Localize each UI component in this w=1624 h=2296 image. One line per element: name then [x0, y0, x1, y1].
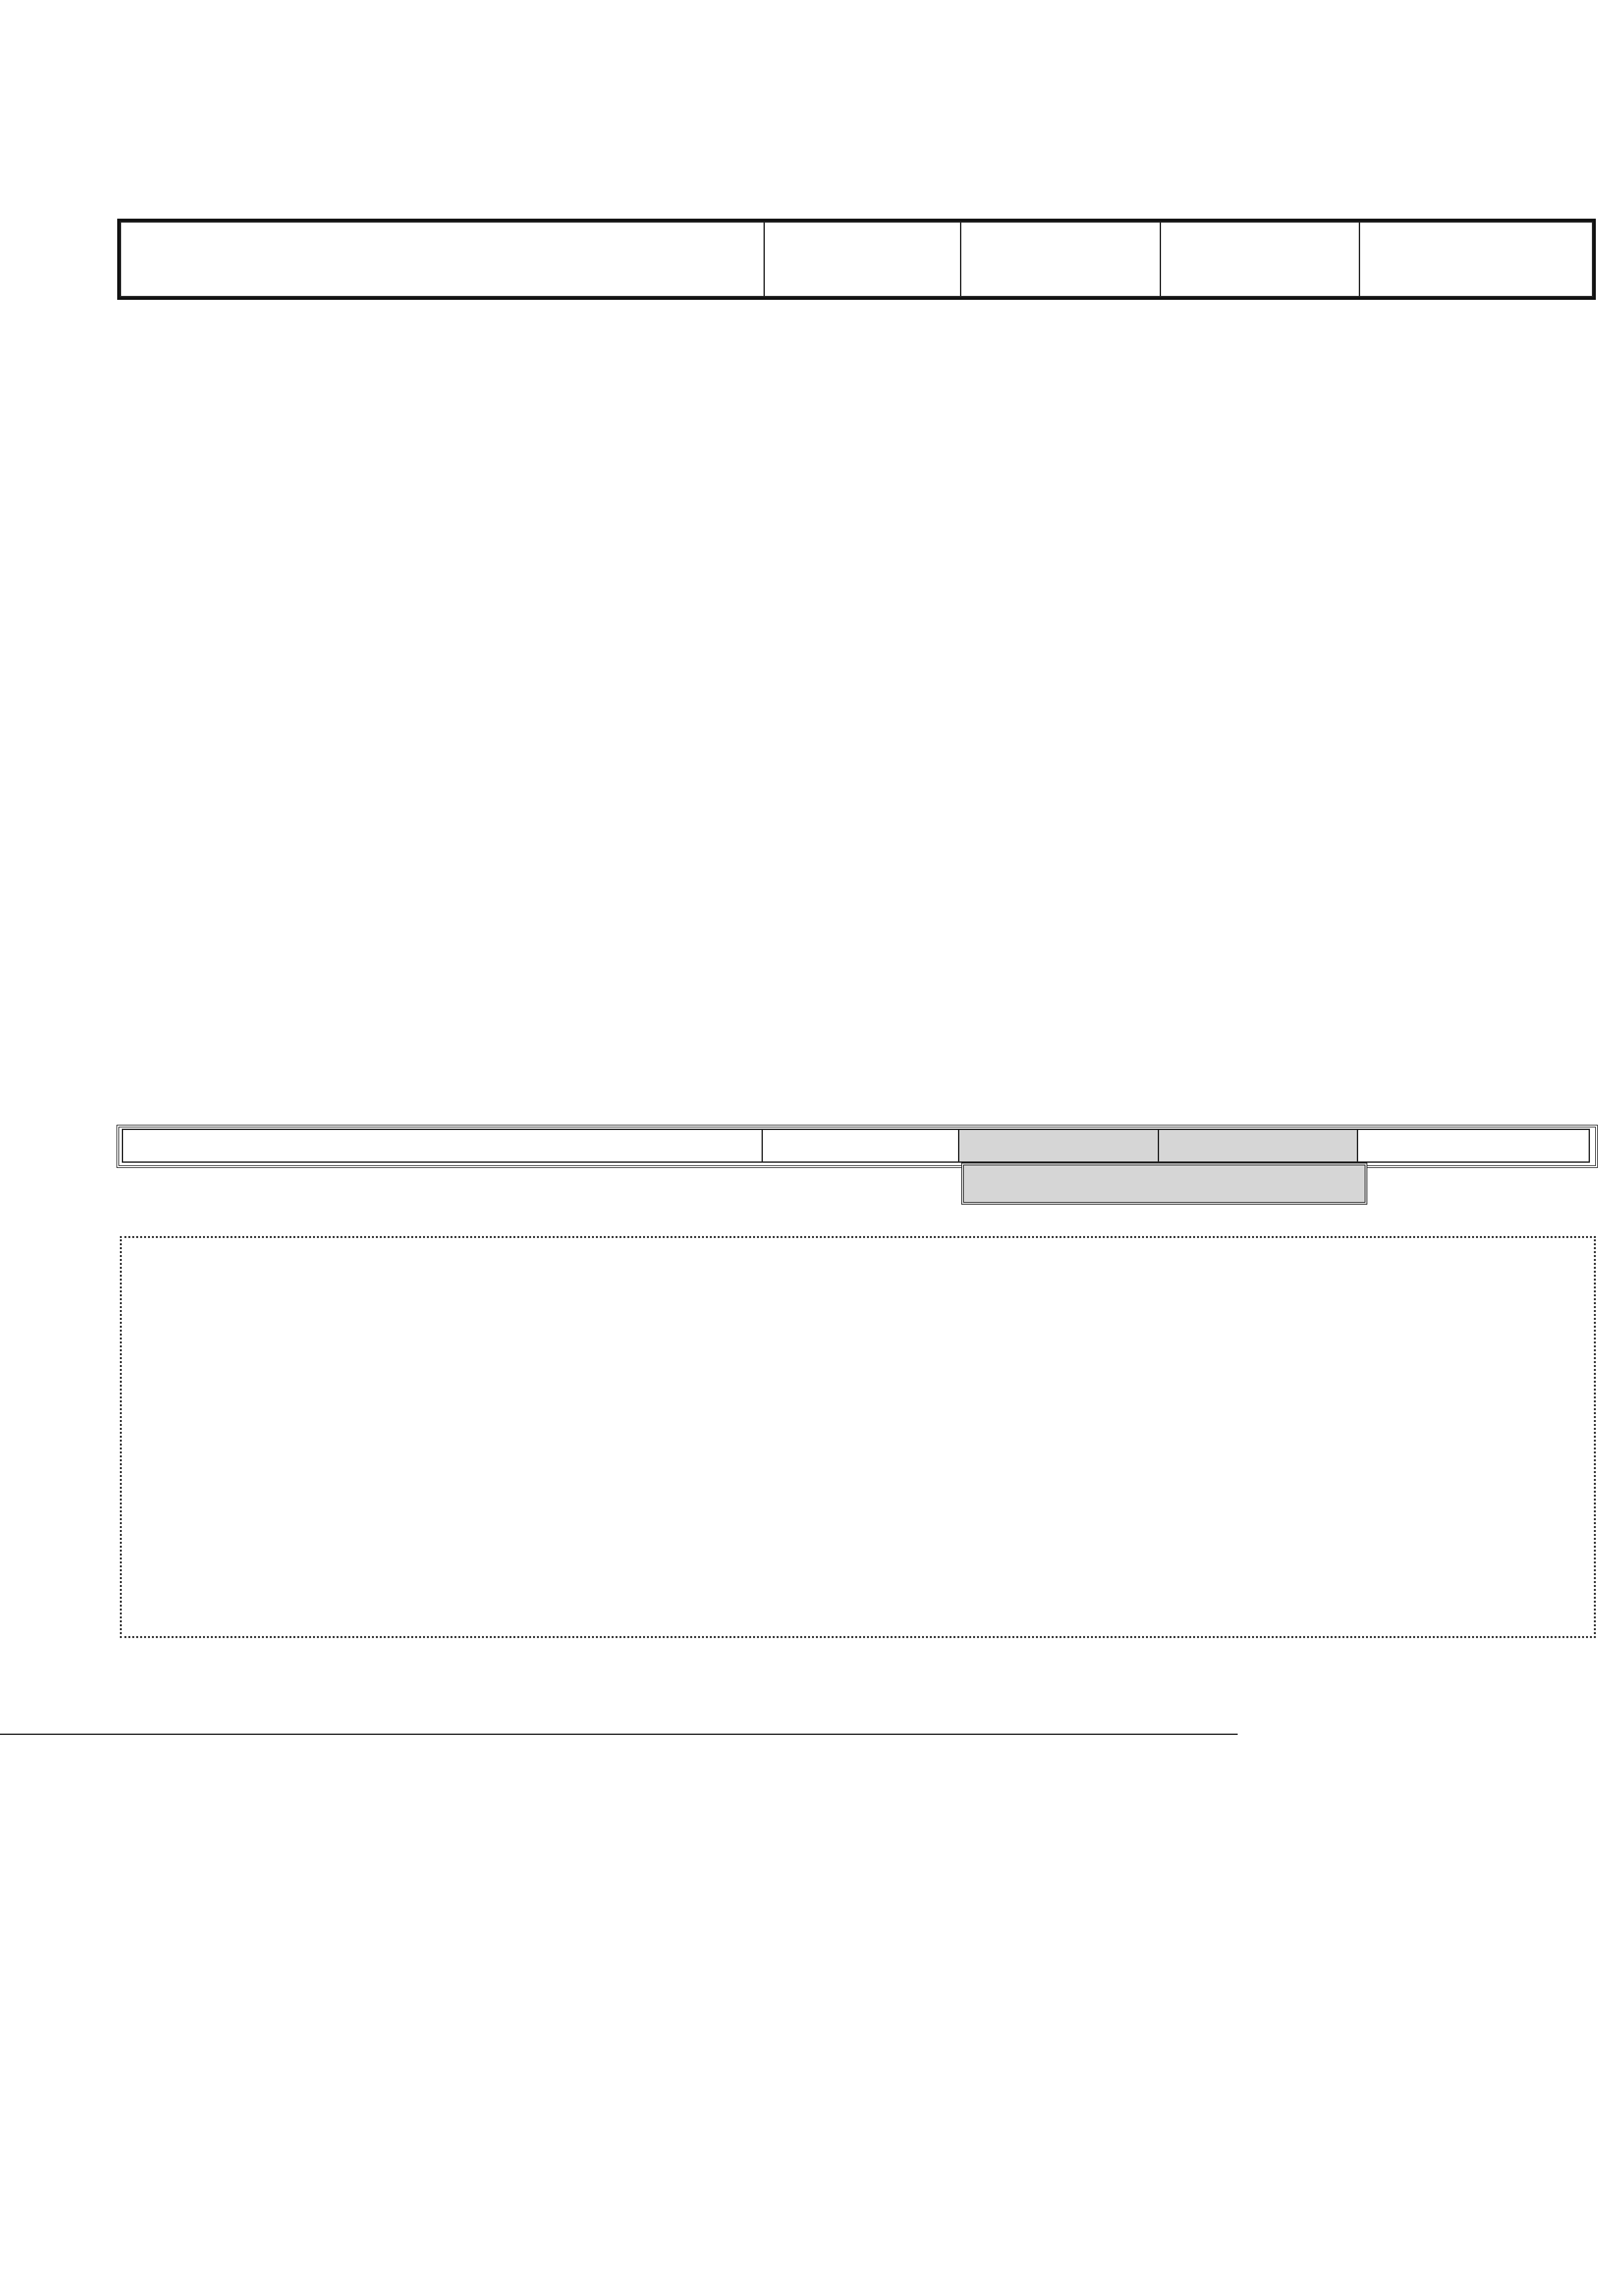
summary-divider [0, 1734, 1238, 1735]
header-activity-expense [961, 222, 1160, 297]
grand-total-remarks [1357, 1129, 1589, 1162]
table-header-row [120, 222, 1593, 297]
grand-total-label [122, 1129, 762, 1162]
header-remarks [1359, 222, 1593, 297]
header-amount [764, 222, 961, 297]
per-person-value [961, 1163, 1367, 1205]
burden-notes-box [120, 1236, 1596, 1638]
grand-total-row [122, 1129, 1589, 1162]
grand-total-amount [762, 1129, 959, 1162]
expense-table [120, 221, 1593, 297]
grand-total-activity [959, 1129, 1158, 1162]
grand-total-self [1158, 1129, 1357, 1162]
grand-total-table [122, 1129, 1590, 1163]
header-item [120, 222, 764, 297]
header-self-burden [1160, 222, 1359, 297]
